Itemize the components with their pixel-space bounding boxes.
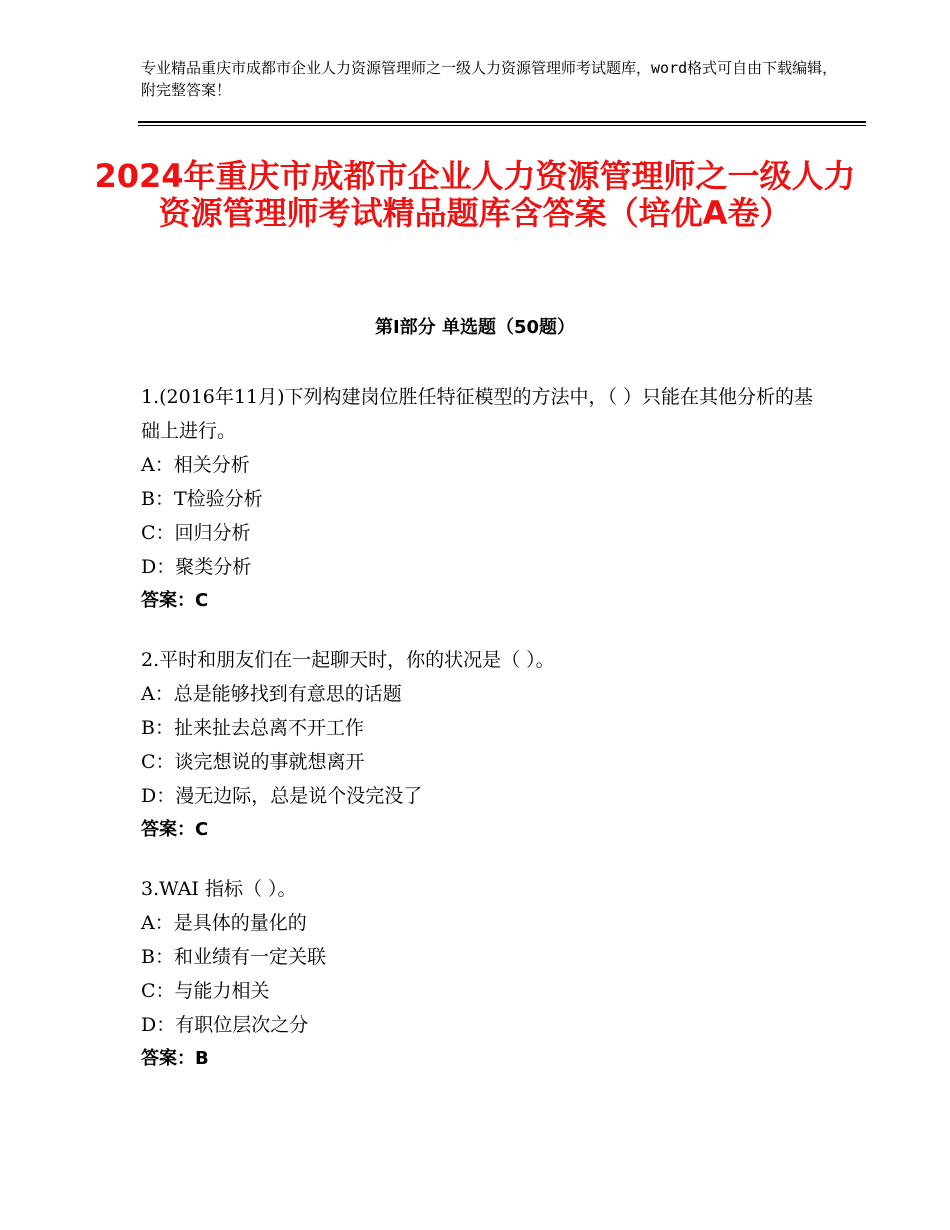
header-rule-thin [138,125,866,126]
option-c: C：与能力相关 [141,980,270,1002]
option-c: C：谈完想说的事就想离开 [141,751,365,773]
question-3 [141,872,821,1076]
answer: 答案：B [141,1048,209,1069]
option-a: A：总是能够找到有意思的话题 [141,683,402,705]
question-stem: 3.WAI 指标（ ）。 [141,878,297,900]
question-stem: 1.(2016年11月)下列构建岗位胜任特征模型的方法中，（ ）只能在其他分析的基础上进行。 [141,386,814,442]
option-b: B：扯来扯去总离不开工作 [141,717,364,739]
header-note: 专业精品重庆市成都市企业人力资源管理师之一级人力资源管理师考试题库，word格式可自由下载编辑，附完整答案！ [141,59,838,99]
option-c: C：回归分析 [141,522,251,544]
option-a: A：是具体的量化的 [141,912,307,934]
document-title: 2024年重庆市成都市企业人力资源管理师之一级人力资源管理师考试精品题库含答案（培优A卷） [94,157,856,232]
option-a: A：相关分析 [141,454,250,476]
section-title: 第Ⅰ部分 单选题（50题） [374,317,575,338]
question-2 [141,643,821,847]
header-rule-thick [138,121,866,123]
option-b: B：T检验分析 [141,488,263,510]
question-stem: 2.平时和朋友们在一起聊天时，你的状况是（ ）。 [141,649,555,671]
question-1 [141,380,821,618]
option-d: D：聚类分析 [141,556,252,578]
answer: 答案：C [141,819,209,840]
question-list [141,380,821,1101]
option-d: D：有职位层次之分 [141,1014,309,1036]
option-d: D：漫无边际，总是说个没完没了 [141,785,423,807]
option-b: B：和业绩有一定关联 [141,946,326,968]
answer: 答案：C [141,590,209,611]
